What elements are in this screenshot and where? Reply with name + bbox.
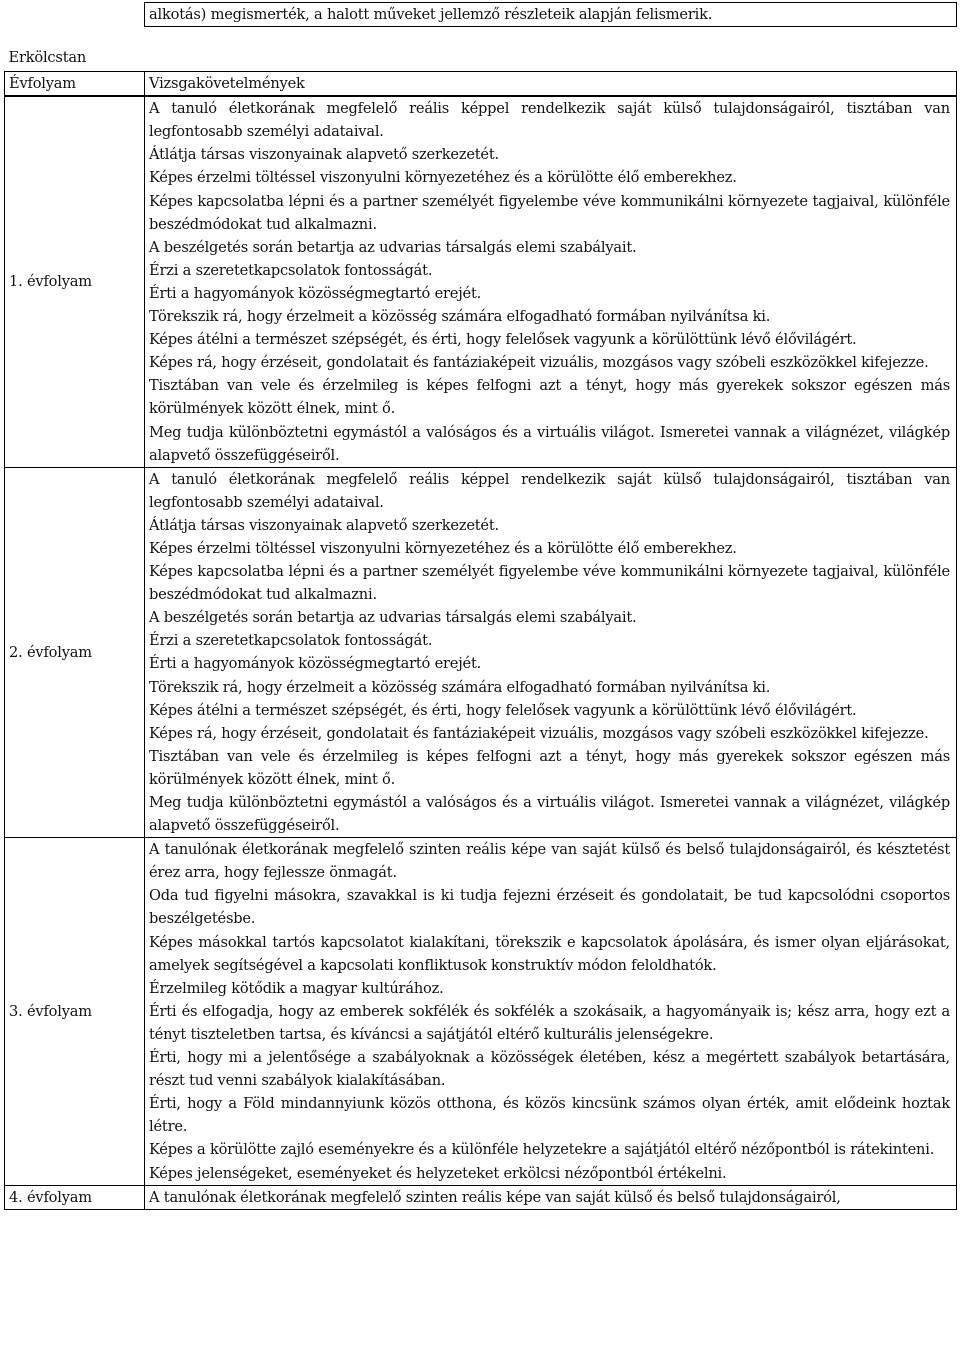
requirements-table — [4, 2, 957, 1210]
continuation-text: alkotás) megismerték, a halott műveket jellemző részleteik alapján felismerik. — [145, 3, 957, 27]
requirement-item: Érti a hagyományok közösségmegtartó erejét. — [149, 655, 482, 673]
requirement-item: Képes másokkal tartós kapcsolatot kialakítani, törekszik e kapcsolatok ápolására, és ismer olyan eljárásokat, amelyek segítségével a kapcsolati konfliktusok konstruktív módon feloldhatók. — [149, 933, 950, 974]
header-requirements: Vizsgakövetelmények — [145, 72, 957, 97]
requirement-item: Oda tud figyelni másokra, szavakkal is ki tudja fejezni érzéseit és gondolatait, be tud kapcsolódni csoportos beszélgetésbe. — [149, 887, 950, 928]
requirements-cell — [145, 838, 957, 1185]
requirements-cell — [145, 467, 957, 838]
subject-row — [5, 27, 957, 72]
requirement-item: A beszélgetés során betartja az udvarias társalgás elemi szabályait. — [149, 609, 637, 627]
requirement-item: Érti a hagyományok közösségmegtartó erejét. — [149, 284, 482, 302]
requirement-item: Érzi a szeretetkapcsolatok fontosságát. — [149, 632, 433, 650]
requirement-item: A tanuló életkorának megfelelő reális képpel rendelkezik saját külső tulajdonságairól, tisztában van legfontosabb személyi adataival. — [149, 470, 950, 511]
requirement-item: Meg tudja különböztetni egymástól a valóságos és a virtuális világot. Ismeretei vannak a világnézet, világkép alapvető összefüggéseiről. — [149, 794, 950, 835]
requirement-item: Törekszik rá, hogy érzelmeit a közösség számára elfogadható formában nyilvánítsa ki. — [149, 678, 771, 696]
subject-title: Erkölcstan — [8, 48, 87, 66]
continuation-empty-cell — [5, 3, 145, 27]
requirement-item: A tanuló életkorának megfelelő reális képpel rendelkezik saját külső tulajdonságairól, tisztában van legfontosabb személyi adataival. — [149, 100, 950, 141]
grade-label: 4. évfolyam — [5, 1185, 145, 1209]
requirement-item: Érti és elfogadja, hogy az emberek sokfélék és sokfélék a szokásaik, a hagyományaik is; kész arra, hogy ezt a tényt tiszteletben tartsa, és kíváncsi a sajátjától eltérő kulturális jelenségekre. — [149, 1002, 950, 1043]
requirement-item: Képes átélni a természet szépségét, és érti, hogy felelősek vagyunk a körülöttünk lévő élővilágért. — [149, 331, 857, 349]
requirement-item: Meg tudja különböztetni egymástól a valóságos és a virtuális világot. Ismeretei vannak a világnézet, világkép alapvető összefüggéseiről. — [149, 423, 950, 464]
requirement-item: Átlátja társas viszonyainak alapvető szerkezetét. — [149, 516, 499, 534]
requirement-item: Tisztában van vele és érzelmileg is képes felfogni azt a tényt, hogy más gyerekek sokszor egészen más körülmények között élnek, mint ő. — [149, 377, 950, 418]
header-row — [5, 72, 957, 97]
grade-row-3 — [5, 838, 957, 1185]
grade-label: 3. évfolyam — [5, 838, 145, 1185]
requirement-item: Érti, hogy mi a jelentősége a szabályoknak a közösségek életében, kész a megértett szabályok betartására, részt tud venni szabályok kialakításában. — [149, 1049, 950, 1090]
requirement-item: Képes kapcsolatba lépni és a partner személyét figyelembe véve kommunikálni környezete tagjaival, különféle beszédmódokat tud alkalmazni. — [149, 563, 950, 604]
requirement-item: Érzelmileg kötődik a magyar kultúrához. — [149, 979, 444, 997]
requirement-item: Képes jelenségeket, eseményeket és helyzeteket erkölcsi nézőpontból értékelni. — [149, 1164, 727, 1182]
requirement-item: Érti, hogy a Föld mindannyiunk közös otthona, és közös kincsünk számos olyan érték, amit elődeink hoztak létre. — [149, 1095, 950, 1136]
requirement-item: Képes a körülötte zajló eseményekre és a különféle helyzetekre a sajátjától eltérő nézőpontból is rátekinteni. — [149, 1141, 935, 1159]
grade-row-4 — [5, 1185, 957, 1209]
requirement-item: Képes rá, hogy érzéseit, gondolatait és fantáziaképeit vizuális, mozgásos vagy szóbeli eszközökkel kifejezze. — [149, 354, 929, 372]
requirement-item: Érzi a szeretetkapcsolatok fontosságát. — [149, 261, 433, 279]
grade-row-2 — [5, 467, 957, 838]
requirement-item: Képes érzelmi töltéssel viszonyulni környezetéhez és a körülötte élő emberekhez. — [149, 169, 737, 187]
subject-spacer — [145, 27, 957, 72]
grade-label: 2. évfolyam — [5, 467, 145, 838]
requirement-item: A tanulónak életkorának megfelelő szinten reális képe van saját külső és belső tulajdonságairól, — [149, 1188, 841, 1206]
requirements-cell — [145, 1185, 957, 1209]
requirement-item: Képes átélni a természet szépségét, és érti, hogy felelősek vagyunk a körülöttünk lévő élővilágért. — [149, 701, 857, 719]
requirement-item: A tanulónak életkorának megfelelő szinten reális képe van saját külső és belső tulajdonságairól, és késztetést érez arra, hogy fejlessze önmagát. — [149, 841, 950, 882]
continuation-row — [5, 3, 957, 27]
requirement-item: Képes rá, hogy érzéseit, gondolatait és fantáziaképeit vizuális, mozgásos vagy szóbeli eszközökkel kifejezze. — [149, 724, 929, 742]
requirement-item: Képes érzelmi töltéssel viszonyulni környezetéhez és a körülötte élő emberekhez. — [149, 539, 737, 557]
requirement-item: Tisztában van vele és érzelmileg is képes felfogni azt a tényt, hogy más gyerekek sokszor egészen más körülmények között élnek, mint ő. — [149, 747, 950, 788]
requirement-item: Törekszik rá, hogy érzelmeit a közösség számára elfogadható formában nyilvánítsa ki. — [149, 308, 771, 326]
requirement-item: A beszélgetés során betartja az udvarias társalgás elemi szabályait. — [149, 238, 637, 256]
header-year: Évfolyam — [5, 72, 145, 97]
requirement-item: Átlátja társas viszonyainak alapvető szerkezetét. — [149, 146, 499, 164]
requirements-cell — [145, 96, 957, 467]
grade-row-1 — [5, 96, 957, 467]
grade-label: 1. évfolyam — [5, 96, 145, 467]
requirement-item: Képes kapcsolatba lépni és a partner személyét figyelembe véve kommunikálni környezete tagjaival, különféle beszédmódokat tud alkalmazni. — [149, 192, 950, 233]
